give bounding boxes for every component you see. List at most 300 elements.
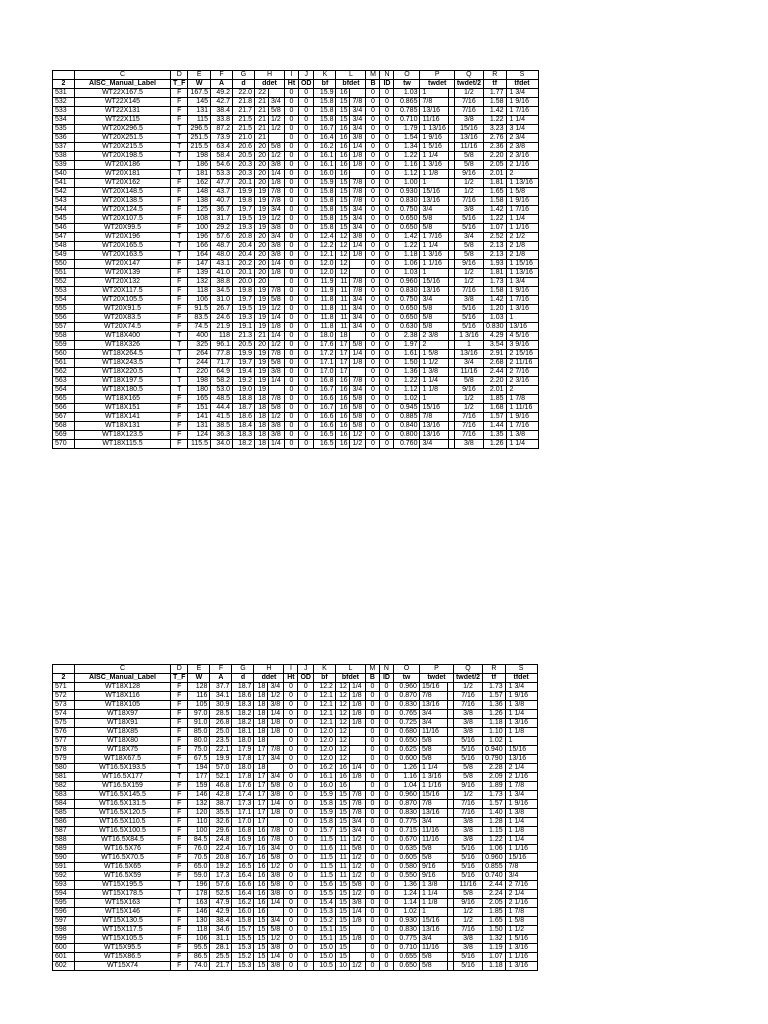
bfdet-whole[interactable]: 15 [335, 953, 349, 962]
ddet-whole[interactable]: 17 [254, 818, 268, 827]
bfdet-fraction[interactable]: 1/4 [350, 350, 366, 359]
twdet-value[interactable]: 15/16 [419, 917, 447, 926]
w-value[interactable]: 146 [188, 791, 210, 800]
id-value[interactable]: 0 [379, 881, 393, 890]
ddet-fraction[interactable]: 7/8 [268, 827, 284, 836]
tf-flag[interactable]: T [171, 251, 188, 260]
a-value[interactable]: 52.5 [210, 890, 232, 899]
section-label[interactable]: WT22X115 [75, 116, 171, 125]
ddet-fraction[interactable]: 1/4 [268, 170, 284, 179]
id-value[interactable]: 0 [380, 107, 394, 116]
ht-value[interactable]: 0 [284, 944, 298, 953]
ht-value[interactable]: 0 [284, 899, 298, 908]
id-value[interactable]: 0 [379, 728, 393, 737]
od-value[interactable]: 0 [298, 161, 314, 170]
ddet-whole[interactable]: 17 [254, 746, 268, 755]
ddet-whole[interactable]: 16 [254, 863, 268, 872]
tfdet-value[interactable]: 1 5/16 [505, 935, 537, 944]
section-label[interactable]: WT16.5X145.5 [75, 791, 171, 800]
tw-value[interactable]: 0.680 [393, 728, 419, 737]
tf-flag[interactable]: F [171, 845, 188, 854]
ddet-whole[interactable]: 17 [254, 800, 268, 809]
ddet-whole[interactable]: 19 [254, 314, 268, 323]
twdet-half-value[interactable]: 7/16 [454, 413, 483, 422]
d-value[interactable]: 18.6 [232, 692, 254, 701]
twdet-value[interactable]: 1 3/8 [419, 881, 447, 890]
bf-value[interactable]: 16.2 [314, 143, 336, 152]
twdet-half-value[interactable]: 3/8 [454, 116, 483, 125]
bfdet-fraction[interactable]: 7/8 [349, 800, 365, 809]
twdet-value[interactable]: 3/4 [419, 935, 447, 944]
twdet-half-value[interactable]: 11/16 [454, 368, 483, 377]
w-value[interactable]: 83.5 [188, 314, 211, 323]
twdet-half-value[interactable]: 9/16 [453, 782, 482, 791]
bfdet-whole[interactable]: 12 [336, 269, 350, 278]
twdet-value[interactable]: 15/16 [419, 683, 447, 692]
section-label[interactable]: WT20X186 [75, 161, 171, 170]
bfdet-whole[interactable]: 11 [335, 845, 349, 854]
section-label[interactable]: WT20X132 [75, 278, 171, 287]
bfdet-whole[interactable]: 11 [335, 854, 349, 863]
w-value[interactable]: 400 [188, 332, 211, 341]
w-value[interactable]: 70.5 [188, 854, 210, 863]
bfdet-whole[interactable]: 15 [335, 944, 349, 953]
bf-value[interactable]: 11.5 [313, 854, 335, 863]
tfdet-value[interactable]: 2 11/16 [506, 359, 538, 368]
bfdet-fraction[interactable]: 3/8 [350, 233, 366, 242]
bfdet-fraction[interactable]: 5/8 [349, 881, 365, 890]
tf-value[interactable]: 1.18 [483, 719, 506, 728]
tf-value[interactable]: 1.85 [483, 908, 506, 917]
ddet-fraction[interactable]: 1/2 [268, 341, 284, 350]
d-value[interactable]: 19.7 [232, 359, 254, 368]
w-value[interactable]: 74.5 [188, 323, 211, 332]
id-value[interactable]: 0 [380, 422, 394, 431]
ddet-whole[interactable]: 19 [254, 206, 268, 215]
od-value[interactable]: 0 [298, 170, 314, 179]
twdet-half-value[interactable]: 3/8 [453, 827, 482, 836]
tw-value[interactable]: 0.650 [394, 305, 420, 314]
od-value[interactable]: 0 [298, 341, 314, 350]
ddet-whole[interactable]: 17 [254, 809, 268, 818]
d-value[interactable]: 19.7 [232, 296, 254, 305]
id-value[interactable]: 0 [380, 305, 394, 314]
ddet-fraction[interactable] [268, 386, 284, 395]
od-value[interactable]: 0 [298, 134, 314, 143]
id-value[interactable]: 0 [380, 440, 394, 449]
od-value[interactable]: 0 [298, 746, 314, 755]
b-value[interactable]: 0 [365, 737, 379, 746]
od-value[interactable]: 0 [298, 305, 314, 314]
bf-value[interactable]: 15.8 [314, 116, 336, 125]
tw-value[interactable]: 0.715 [393, 827, 419, 836]
twdet-value[interactable]: 2 3/8 [420, 332, 448, 341]
section-label[interactable]: WT22X131 [75, 107, 171, 116]
ddet-fraction[interactable]: 3/8 [268, 224, 284, 233]
column-letter-c[interactable]: C [75, 71, 171, 80]
tfdet-value[interactable]: 1 7/16 [506, 422, 538, 431]
bfdet-fraction[interactable]: 3/4 [349, 827, 365, 836]
twdet-value[interactable]: 1 1/16 [420, 260, 448, 269]
d-value[interactable]: 21.0 [232, 134, 254, 143]
tf-flag[interactable]: F [171, 908, 188, 917]
od-value[interactable]: 0 [298, 404, 314, 413]
tf-value[interactable]: 2.52 [483, 233, 506, 242]
a-value[interactable]: 25.5 [210, 953, 232, 962]
tw-value[interactable]: 0.840 [394, 422, 420, 431]
section-label[interactable]: WT16.5X177 [75, 773, 171, 782]
ddet-whole[interactable]: 19 [254, 305, 268, 314]
tfdet-value[interactable]: 13/16 [505, 755, 537, 764]
tf-value[interactable]: 1.07 [483, 224, 506, 233]
tfdet-value[interactable]: 1 3/8 [505, 809, 537, 818]
tw-value[interactable]: 0.655 [393, 953, 419, 962]
tw-value[interactable]: 0.930 [393, 917, 419, 926]
section-label[interactable]: WT16.5X159 [75, 782, 171, 791]
ht-value[interactable]: 0 [284, 845, 298, 854]
twdet-half-value[interactable]: 1/2 [454, 188, 483, 197]
column-letter-j[interactable]: J [298, 71, 314, 80]
column-letter-f[interactable]: F [210, 665, 232, 674]
bfdet-fraction[interactable] [350, 260, 366, 269]
twdet-half-value[interactable]: 13/16 [454, 134, 483, 143]
tf-value[interactable]: 1.19 [483, 944, 506, 953]
ht-value[interactable]: 0 [284, 368, 298, 377]
tf-flag[interactable]: F [171, 179, 188, 188]
a-value[interactable]: 43.1 [210, 260, 232, 269]
bfdet-fraction[interactable]: 1/2 [349, 962, 365, 971]
od-value[interactable]: 0 [298, 683, 314, 692]
id-value[interactable]: 0 [380, 377, 394, 386]
w-value[interactable]: 86.5 [188, 953, 210, 962]
d-value[interactable]: 19.0 [232, 386, 254, 395]
tf-flag[interactable]: F [171, 746, 188, 755]
bfdet-whole[interactable]: 16 [336, 152, 350, 161]
tw-value[interactable]: 0.800 [394, 431, 420, 440]
section-label[interactable]: WT20X139 [75, 269, 171, 278]
column-letter-i[interactable]: I [284, 665, 298, 674]
id-value[interactable]: 0 [380, 269, 394, 278]
id-value[interactable]: 0 [379, 773, 393, 782]
bfdet-fraction[interactable]: 3/4 [350, 305, 366, 314]
a-value[interactable]: 47.7 [210, 179, 232, 188]
bfdet-whole[interactable]: 15 [335, 818, 349, 827]
tf-flag[interactable]: F [171, 755, 188, 764]
ht-value[interactable]: 0 [284, 764, 298, 773]
w-value[interactable]: 100 [188, 224, 211, 233]
twdet-half-value[interactable]: 7/16 [454, 287, 483, 296]
twdet-value[interactable]: 5/8 [420, 305, 448, 314]
ddet-whole[interactable]: 18 [254, 395, 268, 404]
tf-flag[interactable]: F [171, 413, 188, 422]
bfdet-fraction[interactable] [350, 332, 366, 341]
w-value[interactable]: 91.5 [188, 305, 211, 314]
tf-flag[interactable]: T [171, 368, 188, 377]
w-value[interactable]: 141 [188, 413, 211, 422]
ht-value[interactable]: 0 [284, 728, 298, 737]
ht-value[interactable]: 0 [284, 188, 298, 197]
b-value[interactable]: 0 [365, 683, 379, 692]
od-value[interactable]: 0 [298, 242, 314, 251]
column-letter-m[interactable]: M [366, 71, 380, 80]
w-value[interactable]: 196 [188, 233, 211, 242]
a-value[interactable]: 73.9 [210, 134, 232, 143]
twdet-value[interactable]: 5/8 [419, 755, 447, 764]
twdet-value[interactable]: 1 3/16 [420, 251, 448, 260]
section-label[interactable]: WT18X85 [75, 728, 171, 737]
bfdet-whole[interactable]: 16 [335, 782, 349, 791]
section-label[interactable]: WT18X141 [75, 413, 171, 422]
section-label[interactable]: WT20X181 [75, 170, 171, 179]
tf-value[interactable]: 1.18 [483, 962, 506, 971]
tfdet-value[interactable]: 1 13/16 [506, 179, 538, 188]
w-value[interactable]: 244 [188, 359, 211, 368]
column-letter-q[interactable]: Q [453, 665, 482, 674]
d-value[interactable]: 17.4 [232, 791, 254, 800]
twdet-half-value[interactable]: 7/16 [454, 107, 483, 116]
a-value[interactable]: 48.5 [210, 395, 232, 404]
tf-flag[interactable]: F [171, 116, 188, 125]
id-value[interactable]: 0 [379, 836, 393, 845]
od-value[interactable]: 0 [298, 872, 314, 881]
tw-value[interactable]: 0.635 [393, 845, 419, 854]
tfdet-value[interactable]: 2 1/16 [505, 773, 537, 782]
d-value[interactable]: 15.3 [232, 944, 254, 953]
b-value[interactable]: 0 [365, 809, 379, 818]
id-value[interactable]: 0 [379, 764, 393, 773]
section-label[interactable]: WT20X296.5 [75, 125, 171, 134]
tfdet-value[interactable]: 1 3/16 [505, 944, 537, 953]
d-value[interactable]: 20.3 [232, 161, 254, 170]
b-value[interactable]: 0 [366, 350, 380, 359]
twdet-half-value[interactable]: 1/2 [454, 269, 483, 278]
bf-value[interactable]: 17.6 [314, 341, 336, 350]
twdet-value[interactable]: 5/8 [420, 323, 448, 332]
id-value[interactable]: 0 [379, 944, 393, 953]
section-label[interactable]: WT18X165 [75, 395, 171, 404]
bf-value[interactable]: 15.0 [313, 944, 335, 953]
bf-value[interactable]: 11.8 [314, 314, 336, 323]
ht-value[interactable]: 0 [284, 350, 298, 359]
tf-flag[interactable]: F [171, 683, 188, 692]
a-value[interactable]: 28.1 [210, 944, 232, 953]
tf-value[interactable]: 2.01 [483, 386, 506, 395]
tf-flag[interactable]: F [171, 791, 188, 800]
d-value[interactable]: 20.1 [232, 269, 254, 278]
twdet-half-value[interactable]: 5/16 [454, 224, 483, 233]
ddet-fraction[interactable] [268, 764, 284, 773]
ddet-whole[interactable]: 16 [254, 827, 268, 836]
twdet-half-value[interactable]: 5/16 [453, 863, 482, 872]
tf-flag[interactable]: F [171, 197, 188, 206]
column-letter-r[interactable]: R [483, 665, 506, 674]
bf-value[interactable]: 11.8 [314, 305, 336, 314]
a-value[interactable]: 57.0 [210, 764, 232, 773]
ddet-whole[interactable]: 15 [254, 953, 268, 962]
column-letter-j[interactable]: J [298, 665, 314, 674]
bf-value[interactable]: 15.1 [313, 935, 335, 944]
twdet-half-value[interactable]: 3/8 [453, 818, 482, 827]
bf-value[interactable]: 11.6 [313, 845, 335, 854]
tf-flag[interactable]: F [171, 854, 188, 863]
bfdet-whole[interactable]: 12 [336, 233, 350, 242]
d-value[interactable]: 19.7 [232, 206, 254, 215]
ddet-whole[interactable]: 19 [254, 323, 268, 332]
od-value[interactable]: 0 [298, 917, 314, 926]
twdet-value[interactable]: 15/16 [420, 188, 448, 197]
twdet-half-value[interactable]: 1/2 [454, 278, 483, 287]
twdet-value[interactable]: 5/8 [419, 845, 447, 854]
twdet-value[interactable]: 1 1/4 [420, 152, 448, 161]
tw-value[interactable]: 1.12 [394, 386, 420, 395]
tf-value[interactable]: 0.960 [483, 854, 506, 863]
ht-value[interactable]: 0 [284, 755, 298, 764]
w-value[interactable]: 167.5 [188, 89, 211, 98]
b-value[interactable]: 0 [365, 854, 379, 863]
bfdet-fraction[interactable]: 1/8 [349, 701, 365, 710]
od-value[interactable]: 0 [298, 935, 314, 944]
bfdet-fraction[interactable]: 3/4 [350, 314, 366, 323]
id-value[interactable]: 0 [380, 125, 394, 134]
w-value[interactable]: 59.0 [188, 872, 210, 881]
w-value[interactable]: 74.0 [188, 962, 210, 971]
ddet-fraction[interactable]: 1/4 [268, 260, 284, 269]
a-value[interactable]: 96.1 [210, 341, 232, 350]
section-label[interactable]: WT18X97 [75, 710, 171, 719]
section-label[interactable]: WT18X80 [75, 737, 171, 746]
ddet-fraction[interactable]: 5/8 [268, 926, 284, 935]
tf-flag[interactable]: T [171, 890, 188, 899]
bfdet-fraction[interactable] [350, 89, 366, 98]
d-value[interactable]: 19.9 [232, 188, 254, 197]
column-letter-r[interactable]: R [483, 71, 506, 80]
od-value[interactable]: 0 [298, 890, 314, 899]
ddet-fraction[interactable]: 7/8 [268, 197, 284, 206]
bfdet-whole[interactable]: 15 [335, 827, 349, 836]
tf-value[interactable]: 2.20 [483, 152, 506, 161]
ddet-whole[interactable]: 19 [254, 296, 268, 305]
bfdet-fraction[interactable]: 7/8 [350, 188, 366, 197]
w-value[interactable]: 325 [188, 341, 211, 350]
ddet-whole[interactable]: 15 [254, 935, 268, 944]
bfdet-whole[interactable]: 11 [335, 872, 349, 881]
d-value[interactable]: 18.6 [232, 413, 254, 422]
w-value[interactable]: 118 [188, 287, 211, 296]
b-value[interactable]: 0 [365, 782, 379, 791]
ddet-fraction[interactable]: 3/8 [268, 962, 284, 971]
tf-flag[interactable]: T [171, 332, 188, 341]
twdet-half-value[interactable]: 5/8 [454, 152, 483, 161]
column-letter-s[interactable]: S [506, 71, 538, 80]
id-value[interactable]: 0 [380, 431, 394, 440]
tfdet-value[interactable]: 1 7/8 [506, 395, 538, 404]
ddet-fraction[interactable]: 3/8 [268, 701, 284, 710]
a-value[interactable]: 57.6 [210, 881, 232, 890]
bfdet-whole[interactable]: 17 [336, 341, 350, 350]
od-value[interactable]: 0 [298, 962, 314, 971]
bf-value[interactable]: 12.0 [313, 755, 335, 764]
id-value[interactable]: 0 [379, 854, 393, 863]
b-value[interactable]: 0 [366, 260, 380, 269]
tf-value[interactable]: 1.07 [483, 953, 506, 962]
d-value[interactable]: 16.2 [232, 899, 254, 908]
d-value[interactable]: 16.9 [232, 836, 254, 845]
section-label[interactable]: WT20X147 [75, 260, 171, 269]
b-value[interactable]: 0 [366, 395, 380, 404]
bf-value[interactable]: 12.2 [314, 242, 336, 251]
ht-value[interactable]: 0 [284, 782, 298, 791]
tfdet-value[interactable]: 2 1/8 [506, 251, 538, 260]
ht-value[interactable]: 0 [284, 242, 298, 251]
tf-value[interactable]: 2.44 [483, 368, 506, 377]
bf-value[interactable]: 15.7 [313, 827, 335, 836]
tw-value[interactable]: 0.775 [393, 818, 419, 827]
tfdet-value[interactable]: 1 1/4 [506, 215, 538, 224]
bf-value[interactable]: 15.9 [313, 809, 335, 818]
ddet-whole[interactable]: 16 [254, 836, 268, 845]
b-value[interactable]: 0 [365, 881, 379, 890]
tf-value[interactable]: 1.73 [483, 278, 506, 287]
ddet-whole[interactable]: 18 [254, 728, 268, 737]
bf-value[interactable]: 15.8 [314, 215, 336, 224]
d-value[interactable]: 16.7 [232, 845, 254, 854]
ht-value[interactable]: 0 [284, 161, 298, 170]
tf-flag[interactable]: T [171, 899, 188, 908]
bfdet-fraction[interactable]: 3/4 [350, 215, 366, 224]
ddet-fraction[interactable]: 1/2 [268, 125, 284, 134]
a-value[interactable]: 24.6 [210, 314, 232, 323]
ddet-fraction[interactable]: 1/2 [268, 692, 284, 701]
bf-value[interactable]: 12.0 [313, 728, 335, 737]
twdet-half-value[interactable]: 3/8 [453, 836, 482, 845]
w-value[interactable]: 251.5 [188, 134, 211, 143]
id-value[interactable]: 0 [380, 152, 394, 161]
b-value[interactable]: 0 [366, 188, 380, 197]
id-value[interactable]: 0 [380, 395, 394, 404]
tfdet-value[interactable]: 1 9/16 [505, 800, 537, 809]
ht-value[interactable]: 0 [284, 440, 298, 449]
ddet-whole[interactable]: 15 [254, 926, 268, 935]
twdet-value[interactable]: 13/16 [420, 422, 448, 431]
b-value[interactable]: 0 [366, 386, 380, 395]
od-value[interactable]: 0 [298, 206, 314, 215]
bfdet-fraction[interactable] [349, 755, 365, 764]
tfdet-value[interactable]: 2 7/16 [505, 881, 537, 890]
bf-value[interactable]: 16.0 [313, 782, 335, 791]
a-value[interactable]: 35.5 [210, 809, 232, 818]
ddet-whole[interactable]: 21 [254, 107, 268, 116]
tw-value[interactable]: 1.12 [394, 170, 420, 179]
ddet-whole[interactable]: 17 [254, 782, 268, 791]
twdet-half-value[interactable]: 7/16 [454, 197, 483, 206]
id-value[interactable]: 0 [379, 872, 393, 881]
tfdet-value[interactable]: 1 3/16 [505, 962, 537, 971]
ddet-fraction[interactable]: 3/4 [268, 845, 284, 854]
ddet-fraction[interactable]: 3/8 [268, 890, 284, 899]
ddet-fraction[interactable]: 1/8 [268, 179, 284, 188]
w-value[interactable]: 80.0 [188, 737, 210, 746]
tw-value[interactable]: 1.36 [394, 368, 420, 377]
bfdet-whole[interactable]: 12 [335, 755, 349, 764]
bfdet-whole[interactable]: 15 [336, 197, 350, 206]
tf-flag[interactable]: F [171, 872, 188, 881]
a-value[interactable]: 49.2 [210, 89, 232, 98]
bfdet-fraction[interactable]: 1/4 [349, 908, 365, 917]
tw-value[interactable]: 1.54 [394, 134, 420, 143]
bfdet-whole[interactable]: 12 [335, 719, 349, 728]
tf-flag[interactable]: F [171, 287, 188, 296]
twdet-value[interactable]: 1 [420, 269, 448, 278]
